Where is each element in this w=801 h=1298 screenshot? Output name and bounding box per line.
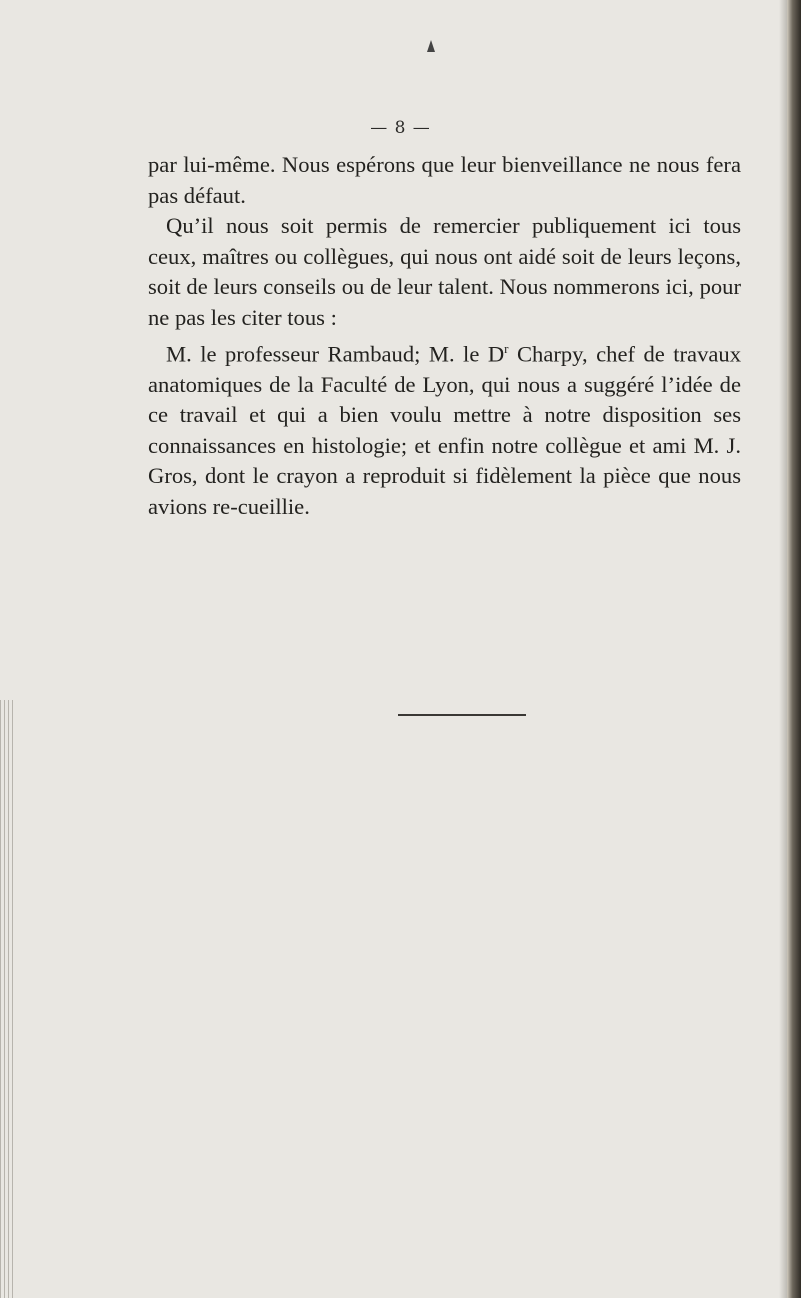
body-text [148,150,741,523]
paragraph-3 [148,334,741,523]
paragraph-3-end: Charpy, chef de travaux anatomiques de la Faculté de Lyon, qui nous a suggéré l’idée de ce travail et qui a bien voulu mettre à notre disposition ses connaissances en histologie; et enfin notre collègue et ami M. J. Gros, dont le crayon a reproduit si fidèlement la pièce que nous avions re-cueillie. [148,341,741,520]
paragraph-2: Qu’il nous soit permis de remercier publiquement ici tous ceux, maîtres ou collègues, qui nous ont aidé soit de leurs leçons, soit de leurs conseils ou de leur talent. Nous nommerons ici, pour ne pas les citer tous : [148,213,741,330]
section-separator-rule [398,714,526,716]
doctor-superscript: r [504,340,509,356]
paragraph-1: par lui-même. Nous espérons que leur bienveillance ne nous fera pas défaut. [148,152,741,208]
page-number: — 8 — [370,118,431,138]
page-stack-edge [0,700,14,1298]
printer-mark [427,40,435,52]
binding-edge [787,0,801,1298]
binding-shadow [779,0,787,1298]
paragraph-3-start: M. le professeur Rambaud; M. le D [166,341,505,367]
